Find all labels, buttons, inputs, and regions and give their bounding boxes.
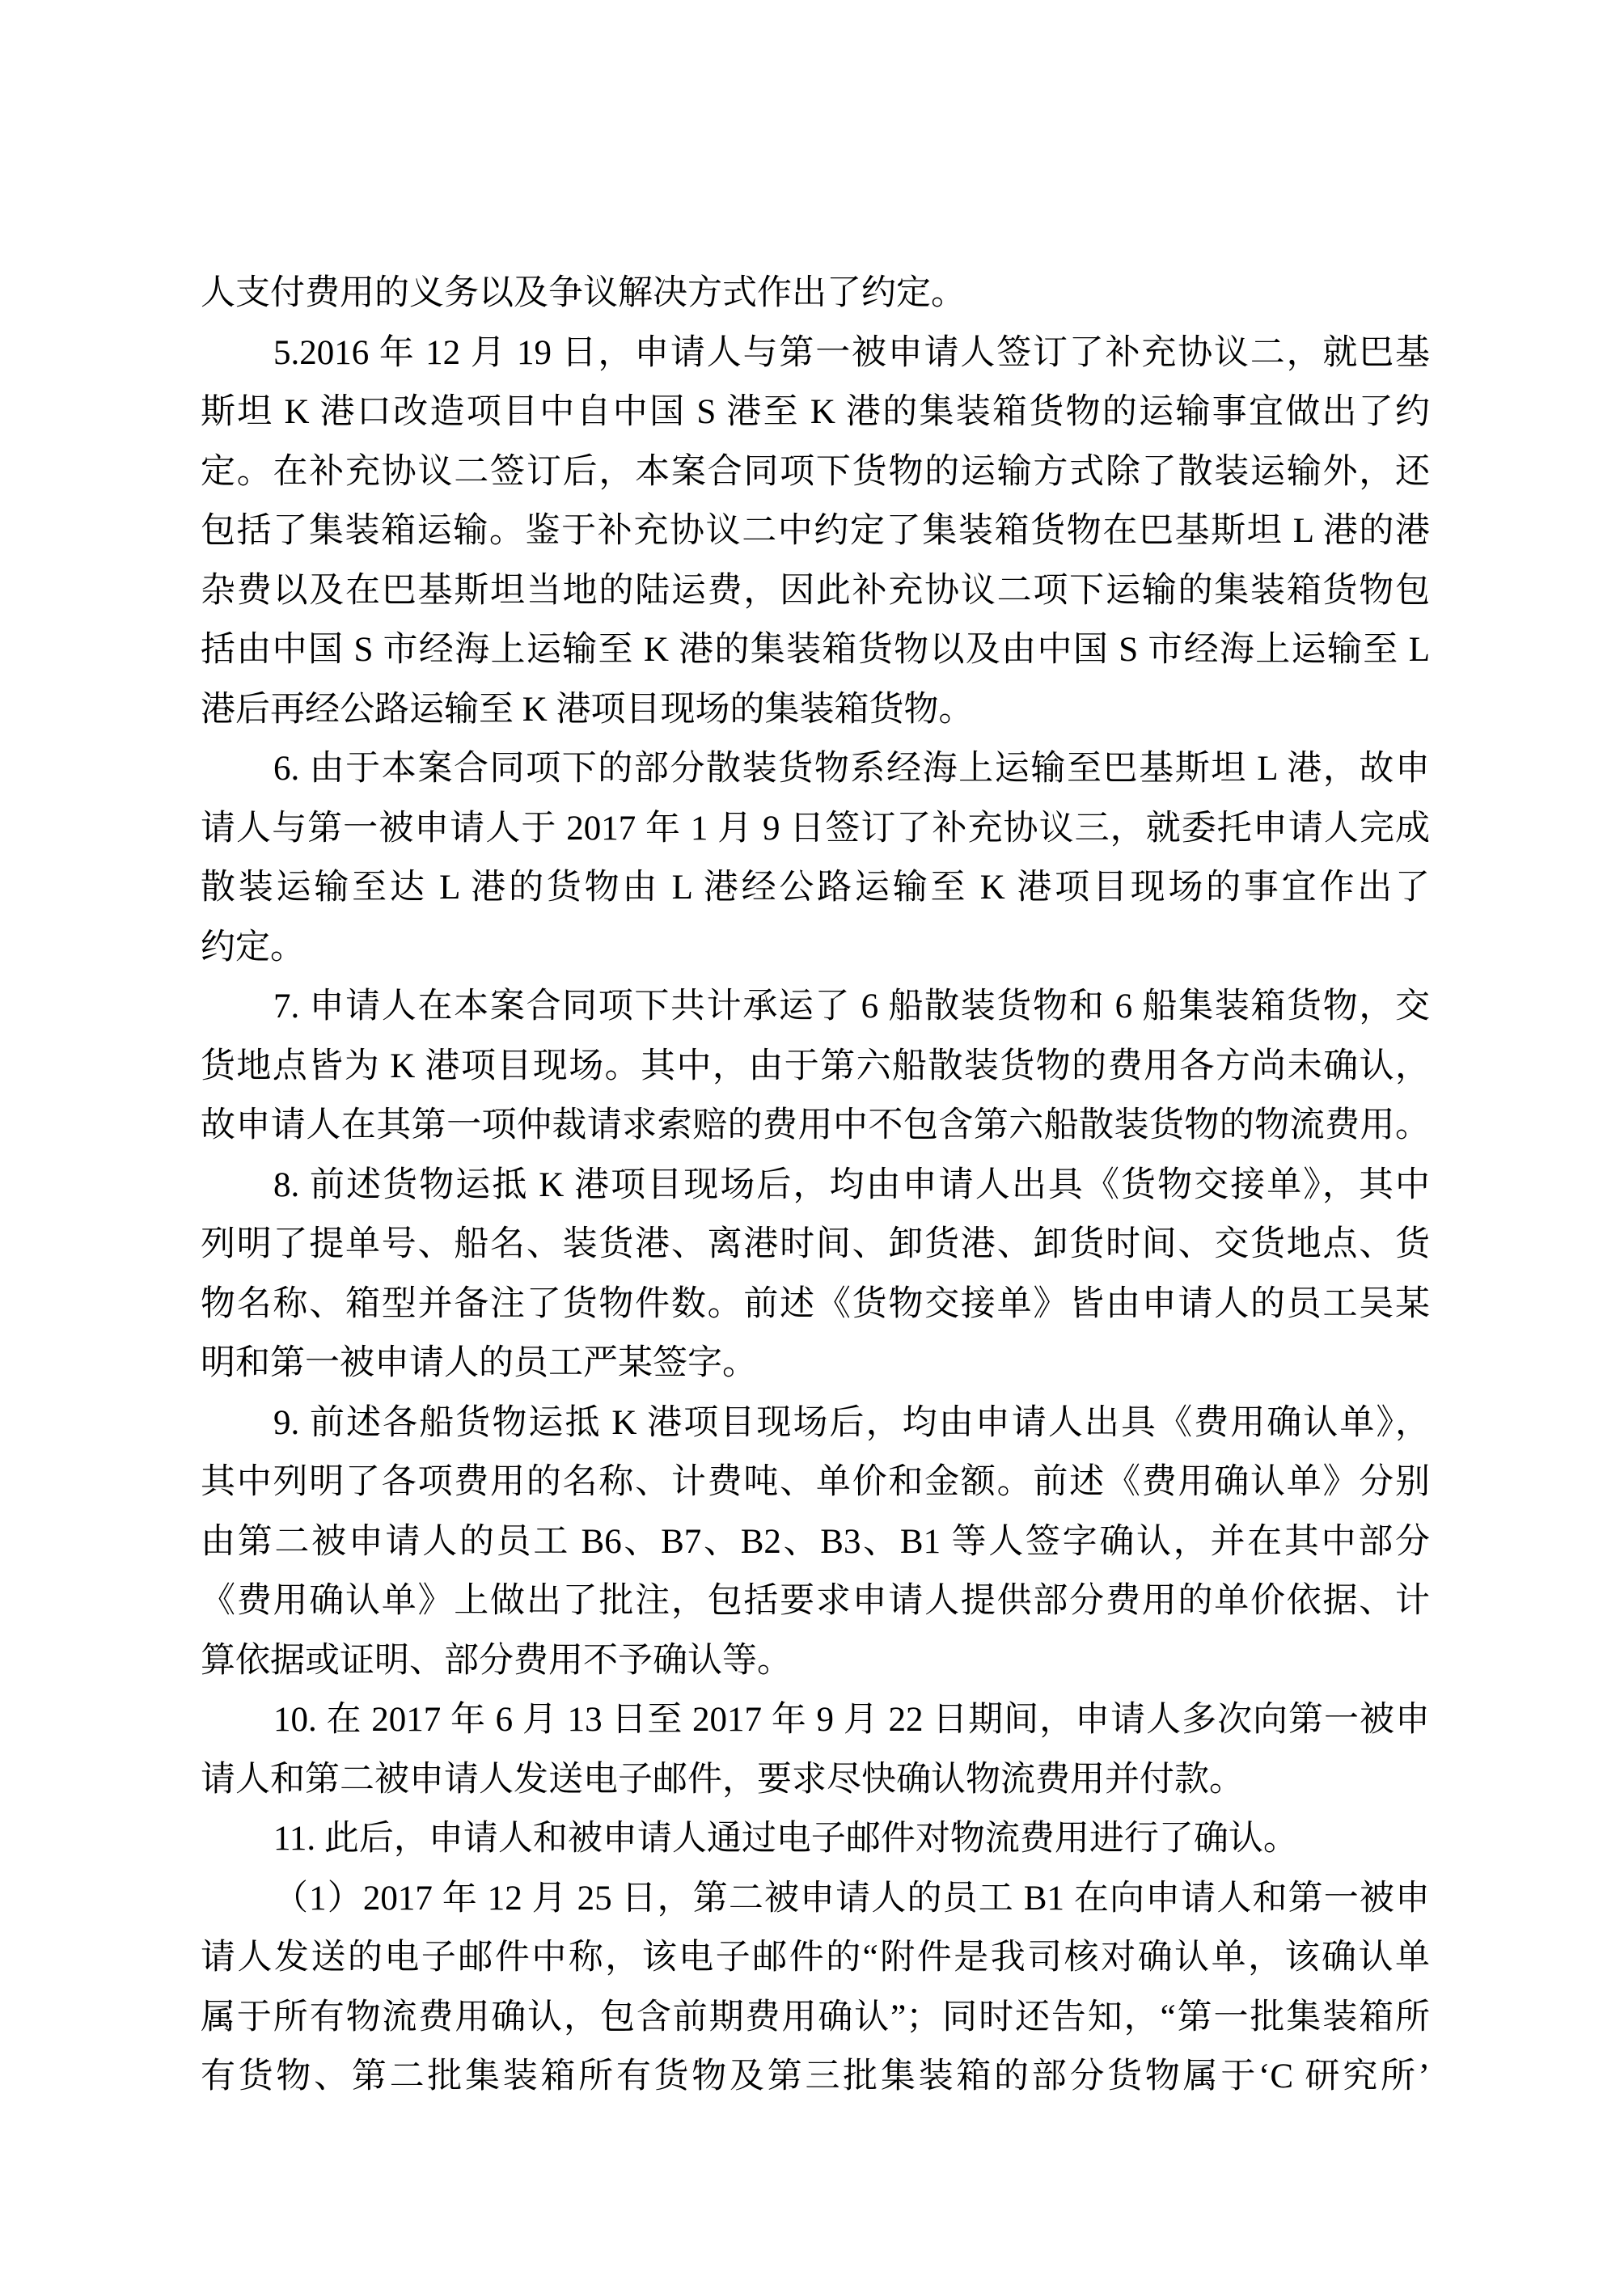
text-line-31: 有货物、第二批集装箱所有货物及第三批集装箱的部分货物属于‘C 研究所’	[201, 2057, 1430, 2095]
text-line-14: 货地点皆为 K 港项目现场。其中，由于第六船散装货物的费用各方尚未确认，	[201, 1047, 1430, 1085]
text-line-12: 约定。	[201, 928, 305, 966]
text-line-20: 9. 前述各船货物运抵 K 港项目现场后，均由申请人出具《费用确认单》，	[273, 1403, 1430, 1442]
text-line-21: 其中列明了各项费用的名称、计费吨、单价和金额。前述《费用确认单》分别	[201, 1463, 1430, 1501]
text-line-2: 5.2016 年 12 月 19 日，申请人与第一被申请人签订了补充协议二，就巴基	[273, 333, 1430, 372]
text-line-25: 10. 在 2017 年 6 月 13 日至 2017 年 9 月 22 日期间，申请人多次向第一被申	[273, 1701, 1430, 1739]
text-line-16: 8. 前述货物运抵 K 港项目现场后，均由申请人出具《货物交接单》，其中	[273, 1165, 1430, 1204]
text-line-7: 括由中国 S 市经海上运输至 K 港的集装箱货物以及由中国 S 市经海上运输至 L	[201, 631, 1430, 669]
text-line-18: 物名称、箱型并备注了货物件数。前述《货物交接单》皆由申请人的员工吴某	[201, 1284, 1430, 1323]
document-body	[201, 264, 1430, 2107]
text-line-13: 7. 申请人在本案合同项下共计承运了 6 船散装货物和 6 船集装箱货物，交	[273, 987, 1430, 1025]
text-line-6: 杂费以及在巴基斯坦当地的陆运费，因此补充协议二项下运输的集装箱货物包	[201, 571, 1430, 610]
text-line-9: 6. 由于本案合同项下的部分散装货物系经海上运输至巴基斯坦 L 港，故申	[273, 750, 1430, 788]
text-line-8: 港后再经公路运输至 K 港项目现场的集装箱货物。	[201, 690, 974, 729]
text-line-15: 故申请人在其第一项仲裁请求索赔的费用中不包含第六船散装货物的物流费用。	[201, 1106, 1430, 1144]
text-line-5: 包括了集装箱运输。鉴于补充协议二中约定了集装箱货物在巴基斯坦 L 港的港	[201, 512, 1430, 550]
text-line-27: 11. 此后，申请人和被申请人通过电子邮件对物流费用进行了确认。	[273, 1820, 1298, 1858]
text-line-22: 由第二被申请人的员工 B6、B7、B2、B3、B1 等人签字确认，并在其中部分	[201, 1522, 1430, 1561]
text-line-28: （1）2017 年 12 月 25 日，第二被申请人的员工 B1 在向申请人和第一被申	[273, 1879, 1430, 1918]
text-line-23: 《费用确认单》上做出了批注，包括要求申请人提供部分费用的单价依据、计	[201, 1582, 1430, 1620]
text-line-30: 属于所有物流费用确认，包含前期费用确认”；同时还告知，“第一批集装箱所	[201, 1998, 1430, 2036]
text-line-29: 请人发送的电子邮件中称，该电子邮件的“附件是我司核对确认单，该确认单	[201, 1939, 1430, 1977]
text-line-19: 明和第一被申请人的员工严某签字。	[201, 1344, 757, 1382]
text-line-3: 斯坦 K 港口改造项目中自中国 S 港至 K 港的集装箱货物的运输事宜做出了约	[201, 393, 1430, 431]
text-line-4: 定。在补充协议二签订后，本案合同项下货物的运输方式除了散装运输外，还	[201, 452, 1430, 491]
text-line-17: 列明了提单号、船名、装货港、离港时间、卸货港、卸货时间、交货地点、货	[201, 1225, 1430, 1263]
text-line-26: 请人和第二被申请人发送电子邮件，要求尽快确认物流费用并付款。	[201, 1760, 1244, 1799]
text-line-10: 请人与第一被申请人于 2017 年 1 月 9 日签订了补充协议三，就委托申请人完成	[201, 809, 1430, 848]
text-line-11: 散装运输至达 L 港的货物由 L 港经公路运输至 K 港项目现场的事宜作出了	[201, 869, 1430, 907]
text-line-24: 算依据或证明、部分费用不予确认等。	[201, 1641, 792, 1680]
text-line-1: 人支付费用的义务以及争议解决方式作出了约定。	[201, 274, 966, 312]
